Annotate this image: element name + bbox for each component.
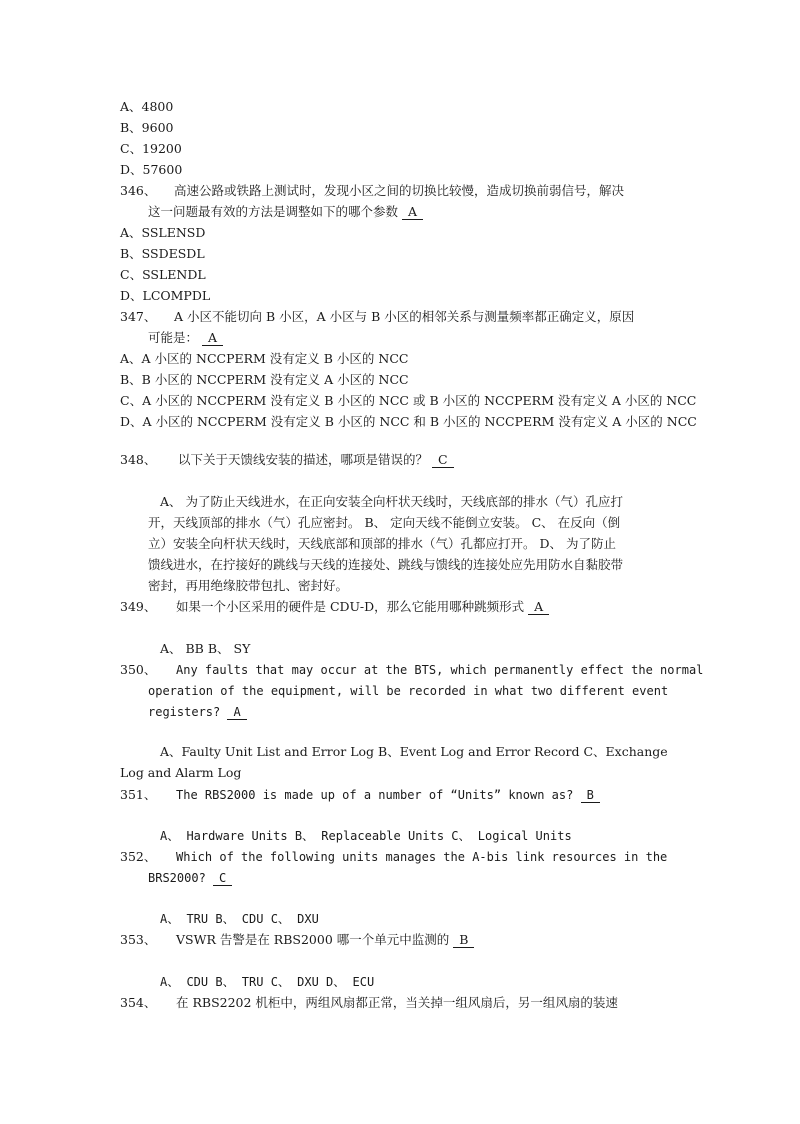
answer-blank: C: [432, 453, 454, 468]
option-b: B、9600: [120, 120, 174, 135]
answer-blank: A: [402, 205, 423, 220]
question-text-line: 可能是：: [148, 330, 199, 345]
option-line: A、 Hardware Units B、 Replaceable Units C、 Logical Units: [160, 829, 572, 843]
option-line: 立）安装全向杆状天线时，天线底部和顶部的排水（气）孔都应打开。 D、 为了防止: [148, 536, 616, 551]
option-line: A、 为了防止天线进水，在正向安装全向杆状天线时，天线底部的排水（气）孔应打: [160, 494, 624, 509]
option-a: A、A 小区的 NCCPERM 没有定义 B 小区的 NCC: [120, 351, 409, 366]
question-text-cont: operation of the equipment, will be recorded in what two different event: [148, 684, 669, 698]
question-text: [178, 452, 454, 468]
question-number: 351、: [120, 787, 157, 802]
option-d: D、LCOMPDL: [120, 288, 211, 303]
option-line: 馈线进水，在拧接好的跳线与天线的连接处、跳线与馈线的连接处应先用防水自黏胶带: [148, 557, 624, 572]
question-number: 349、: [120, 599, 157, 614]
answer-blank: B: [581, 788, 600, 803]
question-text-cont: [148, 704, 247, 720]
option-b: B、SSDESDL: [120, 246, 205, 261]
answer-blank: C: [213, 871, 232, 886]
answer-blank: A: [227, 705, 246, 720]
question-number: 350、: [120, 662, 157, 677]
answer-blank: A: [528, 600, 549, 615]
question-number: 347、: [120, 309, 157, 324]
question-text: [176, 932, 474, 948]
option-c: C、19200: [120, 141, 182, 156]
option-line: A、 CDU B、 TRU C、 DXU D、 ECU: [160, 975, 375, 989]
question-text-line: The RBS2000 is made up of a number of “Units” known as?: [176, 788, 574, 802]
question-number: 346、: [120, 183, 157, 198]
option-c: C、A 小区的 NCCPERM 没有定义 B 小区的 NCC 或 B 小区的 NCCPERM 没有定义 A 小区的 NCC: [120, 393, 697, 408]
question-number: 354、: [120, 995, 157, 1010]
option-a: A、SSLENSD: [120, 225, 206, 240]
question-number: 353、: [120, 932, 157, 947]
option-line: A、Faulty Unit List and Error Log B、Event Log and Error Record C、Exchange: [160, 744, 668, 759]
question-text-line: 如果一个小区采用的硬件是 CDU-D，那么它能用哪种跳频形式: [176, 599, 525, 614]
question-text-cont: [148, 330, 223, 346]
option-line: A、 BB B、 SY: [160, 641, 251, 656]
option-line: 密封，再用绝缘胶带包扎、密封好。: [148, 578, 349, 593]
question-number: 352、: [120, 849, 157, 864]
option-d: D、57600: [120, 162, 183, 177]
question-number: 348、: [120, 452, 157, 467]
question-text: 高速公路或铁路上测试时，发现小区之间的切换比较慢，造成切换前弱信号，解决: [174, 183, 625, 198]
question-text-line: VSWR 告警是在 RBS2000 哪一个单元中监测的: [176, 932, 450, 947]
option-line: A、 TRU B、 CDU C、 DXU: [160, 912, 319, 926]
question-text: A 小区不能切向 B 小区，A 小区与 B 小区的相邻关系与测量频率都正确定义，原因: [174, 309, 635, 324]
option-line: Log and Alarm Log: [120, 765, 242, 780]
question-text: 在 RBS2202 机柜中，两组风扇都正常，当关掉一组风扇后，另一组风扇的装速: [176, 995, 618, 1010]
option-d: D、A 小区的 NCCPERM 没有定义 B 小区的 NCC 和 B 小区的 NCCPERM 没有定义 A 小区的 NCC: [120, 414, 697, 429]
answer-blank: A: [202, 331, 223, 346]
question-text: Any faults that may occur at the BTS, which permanently effect the normal: [176, 663, 704, 677]
question-text: [176, 787, 600, 803]
question-text-line: 这一问题最有效的方法是调整如下的哪个参数: [148, 204, 399, 219]
question-text: [176, 599, 549, 615]
option-line: 开，天线顶部的排水（气）孔应密封。 B、 定向天线不能倒立安装。 C、 在反向（倒: [148, 515, 621, 530]
question-text-cont: [148, 204, 423, 220]
option-a: A、4800: [120, 99, 174, 114]
option-b: B、B 小区的 NCCPERM 没有定义 A 小区的 NCC: [120, 372, 409, 387]
answer-blank: B: [453, 933, 474, 948]
question-text-line: 以下关于天馈线安装的描述，哪项是错误的？: [178, 452, 429, 467]
question-text-cont: [148, 870, 232, 886]
option-c: C、SSLENDL: [120, 267, 206, 282]
question-text: Which of the following units manages the A-bis link resources in the: [176, 850, 668, 864]
question-text-line: registers?: [148, 705, 221, 719]
question-text-line: BRS2000?: [148, 871, 206, 885]
